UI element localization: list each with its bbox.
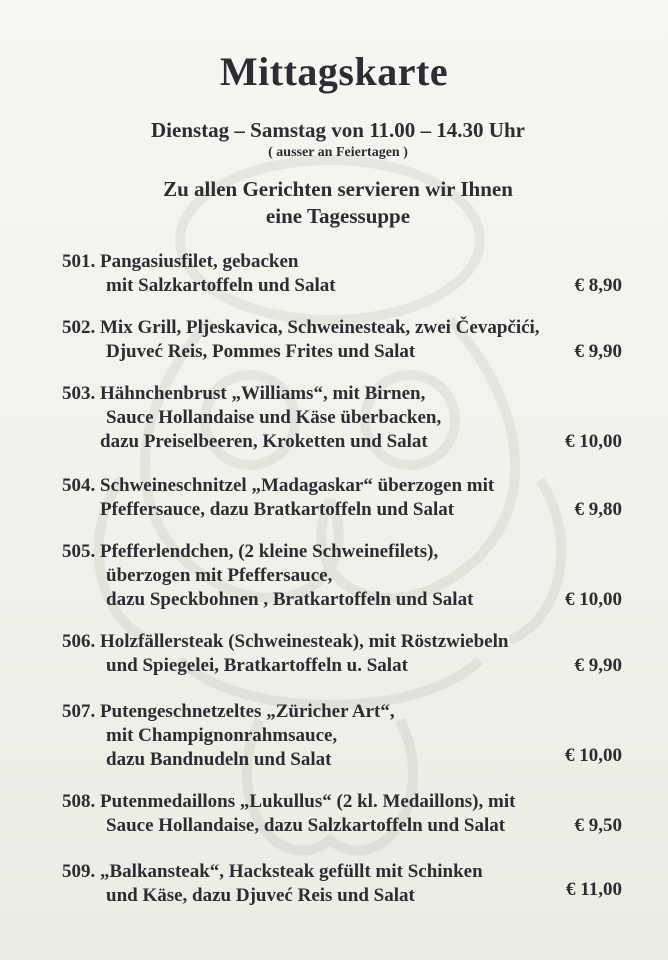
item-description-line-1: Schweineschnitzel „Madagaskar“ überzogen mit [100, 475, 495, 496]
menu-item-502 [62, 316, 622, 364]
menu-item-508 [62, 790, 622, 838]
item-description-line-2: Sauce Hollandaise, dazu Salzkartoffeln und Salat [106, 815, 506, 836]
menu-item-507 [62, 700, 622, 772]
item-description-line-3: dazu Speckbohnen , Bratkartoffeln und Salat [106, 589, 474, 610]
item-number: 508. [62, 791, 96, 812]
item-description-line-1: „Balkansteak“, Hacksteak gefüllt mit Schinken [100, 861, 483, 882]
item-description-line-1: Mix Grill, Pljeskavica, Schweinesteak, zwei Čevapčići, [100, 317, 540, 338]
item-number: 506. [62, 631, 96, 652]
item-number: 509. [62, 861, 96, 882]
item-description-line-1: Pfefferlendchen, (2 kleine Schweinefilets), [100, 541, 439, 562]
item-description-line-2: mit Champignonrahmsauce, [106, 725, 338, 746]
item-number: 501. [62, 251, 96, 272]
item-description-line-2: und Spiegelei, Bratkartoffeln u. Salat [106, 655, 408, 676]
item-description-line-2: und Käse, dazu Djuveć Reis und Salat [106, 885, 415, 906]
item-price: € 9,90 [574, 341, 622, 362]
menu-item-503 [62, 382, 622, 454]
soup-notice-line-1: Zu allen Gerichten servieren wir Ihnen [163, 177, 513, 201]
item-number: 507. [62, 701, 96, 722]
item-description-line-1: Putengeschnetzeltes „Züricher Art“, [100, 701, 395, 722]
menu-item-501 [62, 250, 622, 298]
item-price: € 10,00 [565, 745, 622, 766]
item-description-line-3: dazu Preiselbeeren, Kroketten und Salat [100, 431, 428, 452]
holiday-note: ( ausser an Feiertagen ) [268, 145, 408, 160]
item-description-line-1: Holzfällersteak (Schweinesteak), mit Röstzwiebeln [100, 631, 509, 652]
item-description-line-2: Djuveć Reis, Pommes Frites und Salat [106, 341, 416, 362]
item-number: 504. [62, 475, 96, 496]
item-description-line-2: überzogen mit Pfeffersauce, [106, 565, 333, 586]
item-number: 503. [62, 383, 96, 404]
menu-item-504 [62, 474, 622, 522]
item-price: € 10,00 [565, 431, 622, 452]
soup-notice-line-2: eine Tagessuppe [265, 204, 411, 228]
item-description-line-1: Hähnchenbrust „Williams“, mit Birnen, [100, 383, 426, 404]
item-price: € 11,00 [566, 879, 622, 900]
item-price: € 8,90 [574, 275, 622, 296]
item-description-line-2: Pfeffersauce, dazu Bratkartoffeln und Salat [100, 499, 455, 520]
item-number: 505. [62, 541, 96, 562]
item-number: 502. [62, 317, 96, 338]
item-description-line-3: dazu Bandnudeln und Salat [106, 749, 332, 770]
soup-notice [0, 176, 668, 230]
item-description-line-2: mit Salzkartoffeln und Salat [106, 275, 336, 296]
item-description-line-2: Sauce Hollandaise und Käse überbacken, [106, 407, 442, 428]
item-price: € 9,90 [574, 655, 622, 676]
menu-title: Mittagskarte [219, 49, 449, 94]
menu-item-505 [62, 540, 622, 612]
menu-item-506 [62, 630, 622, 678]
item-price: € 10,00 [565, 589, 622, 610]
item-price: € 9,50 [574, 815, 622, 836]
menu-item-509 [62, 860, 622, 908]
opening-hours: Dienstag – Samstag von 11.00 – 14.30 Uhr [151, 118, 525, 142]
item-description-line-1: Putenmedaillons „Lukullus“ (2 kl. Medaillons), mit [100, 791, 516, 812]
item-price: € 9,80 [574, 499, 622, 520]
item-description-line-1: Pangasiusfilet, gebacken [100, 251, 299, 272]
